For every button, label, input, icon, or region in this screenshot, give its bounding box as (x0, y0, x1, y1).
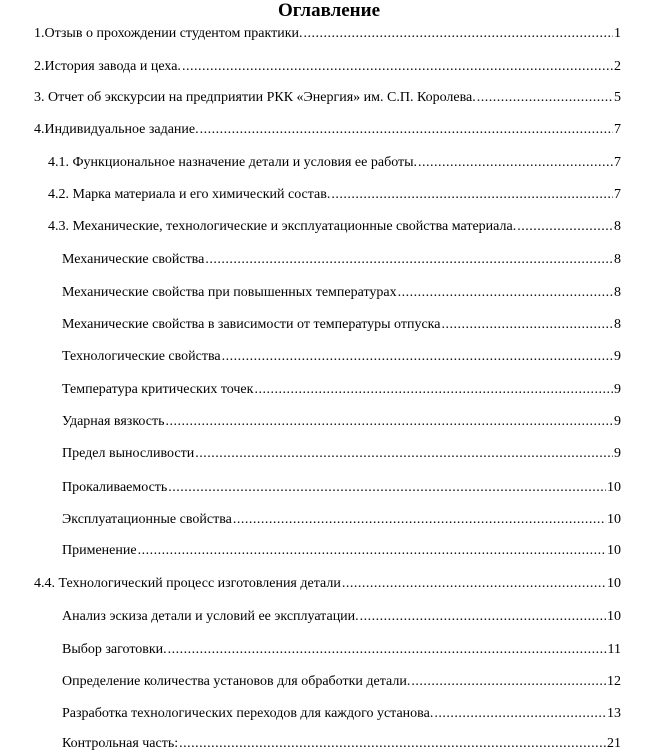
toc-leader-dots (342, 575, 606, 593)
toc-entry-technological-properties[interactable] (62, 348, 621, 366)
toc-entry-3[interactable] (34, 89, 621, 107)
toc-leader-dots (233, 511, 606, 529)
toc-entry-label: 2.История завода и цеха. (34, 59, 181, 74)
toc-entry-label: Контрольная часть: (62, 736, 179, 751)
toc-leader-dots (165, 413, 613, 431)
toc-leader-dots (517, 218, 613, 236)
toc-entry-label: Механические свойства при повышенных температурах (62, 285, 397, 300)
toc-entry-blank-selection[interactable] (62, 641, 621, 659)
toc-entry-label: Ударная вязкость (62, 414, 165, 429)
toc-leader-dots (168, 641, 607, 659)
toc-entry-label: Прокаливаемость (62, 480, 168, 495)
toc-entry-label: Применение (62, 543, 137, 558)
toc-page-number: 2 (614, 59, 621, 74)
toc-entry-mechanical-tempering[interactable] (62, 316, 621, 334)
toc-leader-dots (398, 284, 613, 302)
toc-leader-dots (434, 705, 606, 723)
toc-page-number: 21 (607, 736, 621, 751)
toc-leader-dots (179, 735, 606, 753)
toc-page-number: 10 (607, 480, 621, 495)
toc-entry-label: 4.1. Функциональное назначение детали и условия ее работы. (48, 155, 418, 170)
toc-page-number: 12 (607, 674, 621, 689)
toc-leader-dots (205, 251, 613, 269)
toc-page-number: 5 (614, 90, 621, 105)
toc-page-number: 13 (607, 706, 621, 721)
toc-entry-critical-points[interactable] (62, 381, 621, 399)
toc-entry-application[interactable] (62, 542, 621, 560)
toc-entry-label: Предел выносливости (62, 446, 195, 461)
toc-entry-label: Определение количества установов для обработки детали. (62, 674, 411, 689)
toc-leader-dots (477, 89, 613, 107)
toc-page-number: 9 (614, 349, 621, 364)
toc-leader-dots (182, 58, 613, 76)
toc-entry-label: Анализ эскиза детали и условий ее эксплуатации. (62, 609, 359, 624)
toc-page-number: 9 (614, 446, 621, 461)
toc-entry-4[interactable] (34, 121, 621, 139)
toc-page-number: 7 (614, 187, 621, 202)
toc-entry-mechanical-high-temp[interactable] (62, 284, 621, 302)
toc-leader-dots (360, 608, 606, 626)
toc-page-number: 8 (614, 317, 621, 332)
toc-entry-label: Разработка технологических переходов для каждого установа. (62, 706, 434, 721)
toc-entry-hardenability[interactable] (62, 479, 621, 497)
toc-entry-4-4[interactable] (34, 575, 621, 593)
toc-entry-1[interactable] (34, 25, 621, 43)
toc-entry-mechanical-properties[interactable] (62, 251, 621, 269)
toc-leader-dots (418, 154, 613, 172)
toc-entry-sketch-analysis[interactable] (62, 608, 621, 626)
toc-heading: Оглавление (277, 0, 381, 21)
toc-leader-dots (195, 445, 613, 463)
toc-entry-operational-properties[interactable] (62, 511, 621, 529)
toc-page-number: 9 (614, 382, 621, 397)
toc-entry-label: Технологические свойства (62, 349, 221, 364)
toc-page-number: 8 (614, 219, 621, 234)
toc-entry-label: Выбор заготовки. (62, 642, 167, 657)
toc-leader-dots (304, 25, 613, 43)
toc-entry-label: 4.3. Механические, технологические и эксплуатационные свойства материала. (48, 219, 517, 234)
toc-entry-label: 3. Отчет об экскурсии на предприятии РКК «Энергия» им. С.П. Королева. (34, 90, 476, 105)
toc-leader-dots (254, 381, 613, 399)
toc-entry-label: Эксплуатационные свойства (62, 512, 232, 527)
toc-entry-label: Механические свойства (62, 252, 205, 267)
toc-page-number: 10 (607, 543, 621, 558)
toc-entry-control-part[interactable] (62, 735, 621, 753)
toc-page-number: 8 (614, 252, 621, 267)
toc-page-number: 7 (614, 155, 621, 170)
toc-page-number: 10 (607, 609, 621, 624)
toc-page-number: 9 (614, 414, 621, 429)
toc-entry-impact-strength[interactable] (62, 413, 621, 431)
toc-entry-2[interactable] (34, 58, 621, 76)
toc-entry-label: 4.4. Технологический процесс изготовления детали (34, 576, 341, 591)
toc-page-number: 10 (607, 576, 621, 591)
toc-leader-dots (200, 121, 613, 139)
toc-entry-label: 4.Индивидуальное задание. (34, 122, 199, 137)
toc-leader-dots (331, 186, 613, 204)
toc-page-number: 11 (607, 642, 621, 657)
toc-entry-transitions[interactable] (62, 705, 621, 723)
toc-leader-dots (138, 542, 606, 560)
toc-page-number: 10 (607, 512, 621, 527)
toc-entry-label: 4.2. Марка материала и его химический состав. (48, 187, 331, 202)
toc-page-number: 8 (614, 285, 621, 300)
toc-entry-4-3[interactable] (48, 218, 621, 236)
toc-leader-dots (222, 348, 613, 366)
toc-leader-dots (442, 316, 614, 334)
toc-entry-label: 1.Отзыв о прохождении студентом практики. (34, 26, 303, 41)
toc-entry-4-2[interactable] (48, 186, 621, 204)
toc-page-number: 7 (614, 122, 621, 137)
toc-leader-dots (411, 673, 606, 691)
toc-leader-dots (168, 479, 606, 497)
toc-entry-label: Механические свойства в зависимости от температуры отпуска (62, 317, 441, 332)
toc-entry-4-1[interactable] (48, 154, 621, 172)
toc-page-number: 1 (614, 26, 621, 41)
toc-entry-setups-count[interactable] (62, 673, 621, 691)
toc-entry-label: Температура критических точек (62, 382, 254, 397)
toc-entry-endurance-limit[interactable] (62, 445, 621, 463)
